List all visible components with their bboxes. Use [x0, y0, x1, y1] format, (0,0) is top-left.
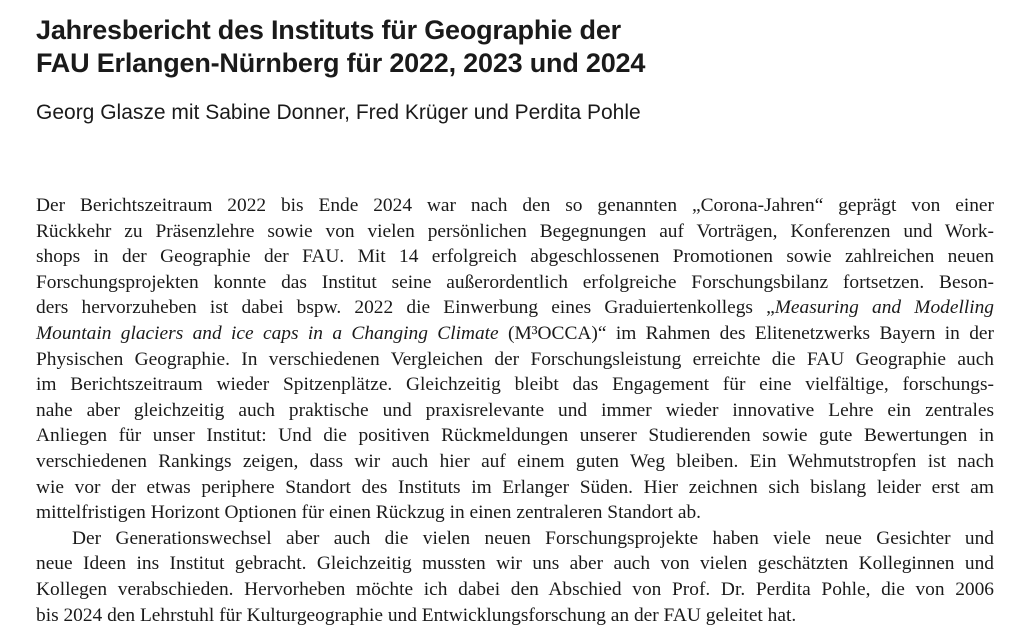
author-line: Georg Glasze mit Sabine Donner, Fred Krüger und Perdita Pohle	[36, 101, 641, 124]
text-line: wie vor der etwas periphere Standort des Instituts im Erlanger Süden. Hier zeichnen sich bislang leider erst am	[36, 476, 994, 498]
italic-project-title: Mountain glaciers and ice caps in a Changing Climate	[36, 322, 499, 344]
text-segment: (M³OCCA)“ im Rahmen des Elitenetzwerks Bayern in der	[498, 322, 994, 344]
title-line-1: Jahresbericht des Instituts für Geographie der	[36, 15, 621, 45]
page-title	[36, 14, 996, 80]
text-line: Rückkehr zu Präsenzlehre sowie von vielen persönlichen Begegnungen auf Vorträgen, Konferenzen und Work-	[36, 220, 994, 242]
text-line: Kollegen verabschieden. Hervorheben möchte ich dabei den Abschied von Prof. Dr. Perdita Pohle, die von 2006	[36, 578, 994, 600]
text-line: mittelfristigen Horizont Optionen für einen Rückzug in einen zentraleren Standort ab.	[36, 502, 702, 524]
text-line: nahe aber gleichzeitig auch praktische und praxisrelevante und immer wieder innovative Lehre ein zentrales	[36, 399, 994, 421]
title-line-2: FAU Erlangen-Nürnberg für 2022, 2023 und 2024	[36, 48, 646, 78]
text-segment: ders hervorzuheben ist dabei bspw. 2022 die Einwerbung eines Graduiertenkollegs „	[36, 297, 775, 319]
text-line: bis 2024 den Lehrstuhl für Kulturgeographie und Entwicklungsforschung an der FAU geleitet hat.	[36, 604, 797, 626]
text-line: Der Berichtszeitraum 2022 bis Ende 2024 war nach den so genannten „Corona-Jahren“ geprägt von einer	[36, 195, 994, 216]
text-line	[36, 321, 994, 347]
text-line: neue Ideen ins Institut gebracht. Gleichzeitig mussten wir uns aber auch von vielen geschätzten Kolleginnen und	[36, 553, 994, 575]
text-line: Anliegen für unser Institut: Und die positiven Rückmeldungen unserer Studierenden sowie gute Bewertungen in	[36, 425, 994, 447]
text-line: Physischen Geographie. In verschiedenen Vergleichen der Forschungsleistung erreichte die FAU Geographie auch	[36, 348, 994, 370]
text-line: verschiedenen Rankings zeigen, dass wir auch hier auf einem guten Weg bleiben. Ein Wehmutstropfen ist nach	[36, 450, 994, 472]
text-line: Forschungsprojekten konnte das Institut seine außerordentlich erfolgreiche Forschungsbilanz fortsetzen. Beson-	[36, 271, 994, 293]
text-line	[36, 295, 994, 321]
paragraph-1	[36, 193, 994, 526]
paragraph-2	[36, 526, 994, 628]
body-text	[36, 193, 994, 628]
text-line: im Berichtszeitraum wieder Spitzenplätze. Gleichzeitig bleibt das Engagement für eine vielfältige, forschungs-	[36, 374, 994, 396]
italic-project-title: Measuring and Modelling	[774, 297, 994, 319]
text-line: Der Generationswechsel aber auch die vielen neuen Forschungsprojekte haben viele neue Gesichter und	[72, 527, 994, 549]
text-line: shops in der Geographie der FAU. Mit 14 erfolgreich abgeschlossenen Promotionen sowie zahlreichen neuen	[36, 246, 994, 268]
